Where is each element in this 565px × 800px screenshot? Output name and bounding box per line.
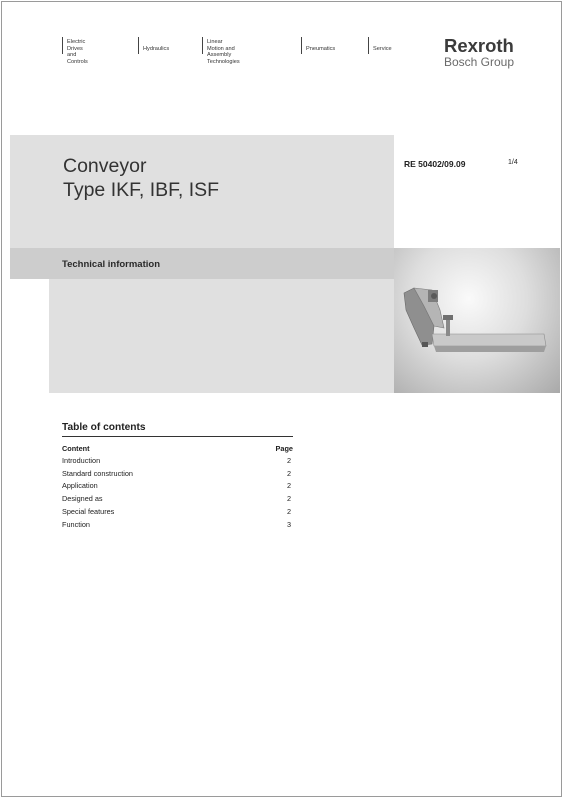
toc-entry-label: Function	[62, 519, 90, 529]
document-reference: RE 50402/09.09	[404, 159, 466, 169]
product-photo	[394, 248, 560, 393]
toc-row-application[interactable]	[62, 482, 293, 491]
nav-label: and Controls	[67, 52, 88, 65]
nav-label: Assembly Technologies	[207, 52, 240, 65]
document-title: Conveyor	[63, 155, 147, 177]
nav-separator	[202, 37, 203, 54]
nav-label: Pneumatics	[306, 46, 336, 52]
toc-entry-page: 2	[286, 494, 291, 504]
title-block	[10, 135, 394, 248]
nav-separator	[62, 37, 63, 54]
toc-entry-label: Standard construction	[62, 468, 133, 478]
nav-label: Linear Motion and	[207, 39, 235, 52]
nav-label: Service	[373, 46, 392, 52]
conveyor-illustration	[394, 248, 560, 393]
toc-header	[62, 444, 293, 453]
toc-entry-label: Special features	[62, 506, 115, 516]
nav-separator	[301, 37, 302, 54]
section-band	[10, 248, 394, 279]
nav-separator	[368, 37, 369, 54]
toc-row-designed-as[interactable]	[62, 495, 293, 504]
nav-item-hydraulics[interactable]	[138, 39, 169, 56]
brand-logo	[444, 37, 514, 69]
toc-entry-page: 2	[286, 456, 291, 465]
toc-row-standard-construction[interactable]	[62, 470, 293, 479]
page-number: 1/4	[508, 159, 518, 166]
toc-col-page: Page	[275, 444, 293, 453]
toc-row-special-features[interactable]	[62, 508, 293, 517]
toc-entry-page: 2	[286, 468, 291, 478]
toc-entry-label: Designed as	[62, 494, 103, 504]
brand-subtitle: Bosch Group	[443, 55, 514, 69]
brand-name: Rexroth	[443, 35, 514, 56]
toc-entry-page: 2	[286, 481, 291, 491]
nav-item-service[interactable]	[368, 39, 392, 56]
toc-entry-label: Application	[62, 481, 98, 491]
toc-entry-page: 3	[286, 519, 291, 529]
table-of-contents	[62, 422, 293, 529]
grey-panel	[49, 279, 394, 393]
toc-entry-label: Introduction	[62, 456, 101, 465]
toc-entry-page: 2	[286, 506, 291, 516]
nav-separator	[138, 37, 139, 54]
nav-item-electric-drives[interactable]	[62, 39, 88, 65]
nav-item-pneumatics[interactable]	[301, 39, 335, 56]
nav-label: Hydraulics	[143, 46, 170, 52]
nav-item-linear-motion[interactable]	[202, 39, 240, 65]
toc-col-content: Content	[62, 444, 90, 453]
document-subtitle: Type IKF, IBF, ISF	[63, 179, 220, 201]
section-label: Technical information	[62, 259, 161, 270]
toc-row-function[interactable]	[62, 521, 293, 530]
toc-title: Table of contents	[62, 422, 293, 437]
toc-row-introduction[interactable]	[62, 457, 293, 466]
nav-label: Electric Drives	[67, 39, 86, 52]
page	[1, 1, 562, 797]
